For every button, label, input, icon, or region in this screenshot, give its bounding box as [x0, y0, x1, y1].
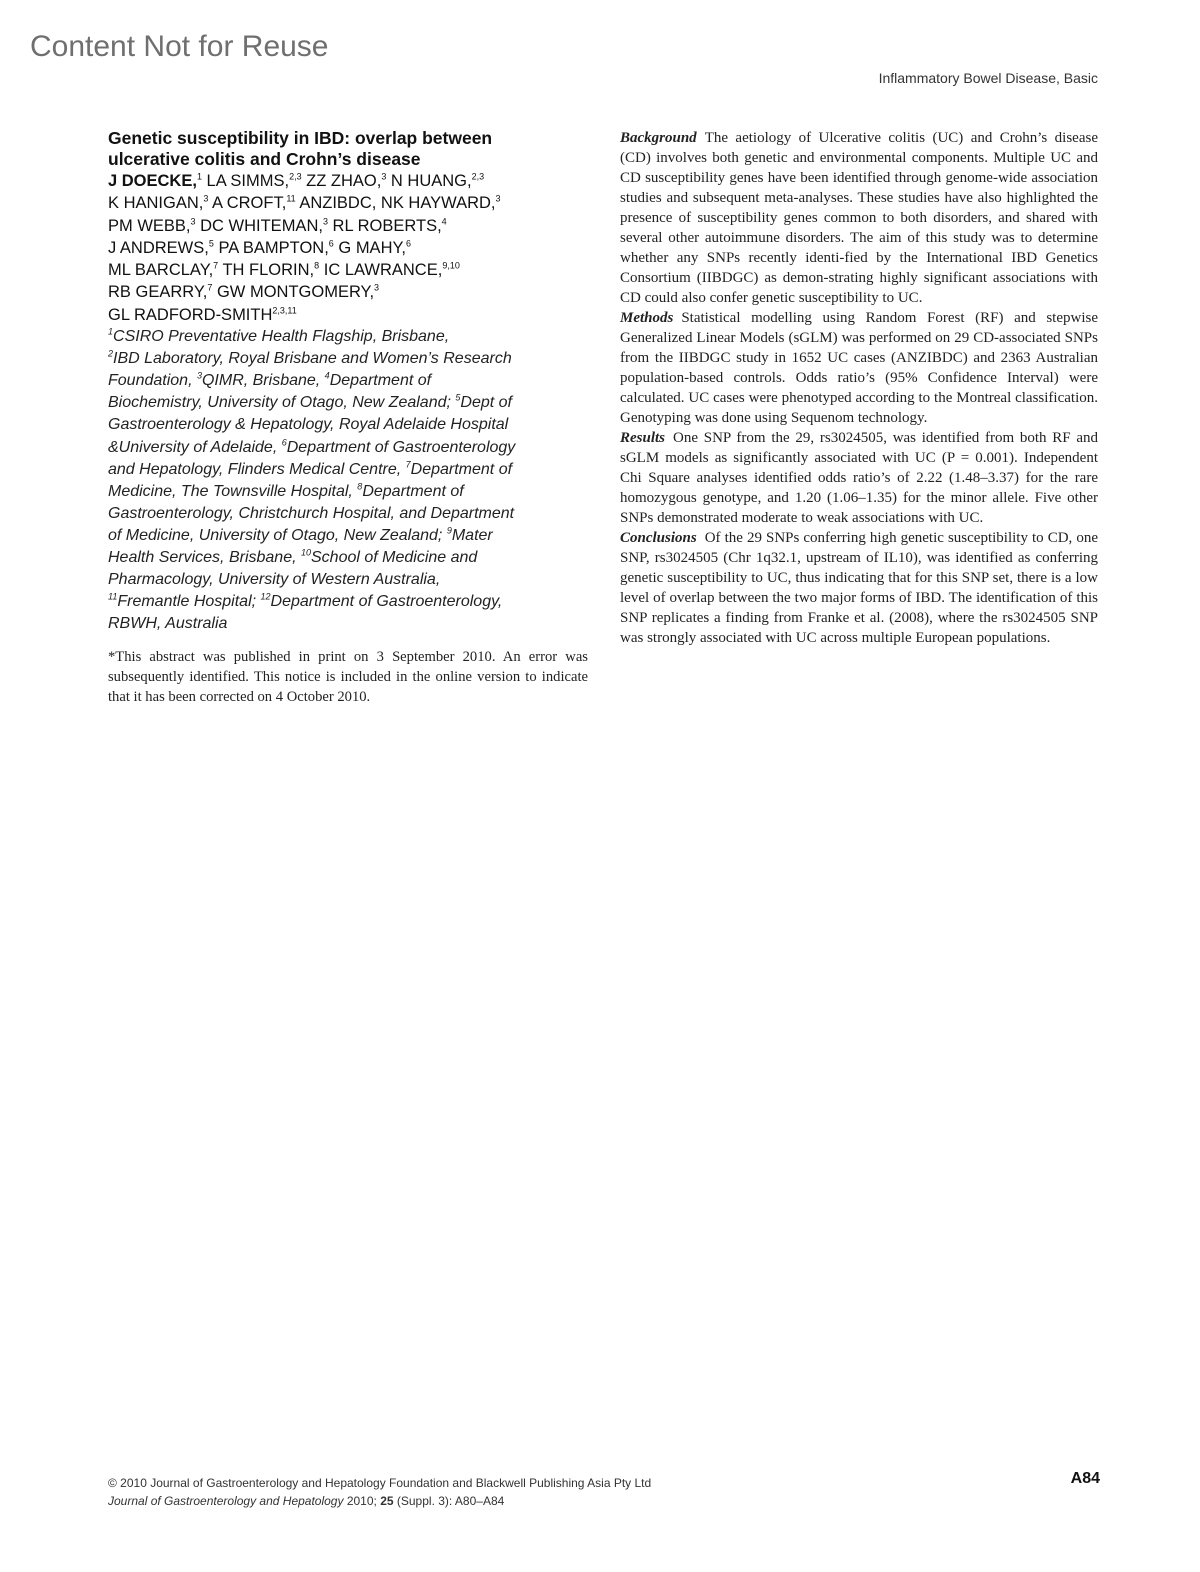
- affiliation-list: [108, 326, 588, 635]
- results-heading: Results: [620, 430, 666, 446]
- author-affiliation-marker: 7: [207, 282, 213, 293]
- affiliation-line: [108, 437, 588, 459]
- author-line: [108, 304, 588, 326]
- author-line: [108, 192, 588, 214]
- affiliation-text: Biochemistry, University of Otago, New Zealand;: [108, 394, 456, 412]
- affiliation-marker: 12: [260, 591, 271, 602]
- author-name: J DOECKE,: [108, 172, 197, 190]
- author-name: PA BAMPTON,: [213, 238, 329, 257]
- author-affiliation-marker: 3: [374, 282, 380, 293]
- citation-volume: 25: [380, 1494, 394, 1508]
- affiliation-text: Department of: [362, 482, 464, 500]
- affiliation-marker: 8: [357, 481, 363, 492]
- affiliation-text: QIMR, Brisbane,: [201, 372, 325, 390]
- affiliation-text: Department of Gastroenterology: [286, 438, 516, 456]
- affiliation-text: of Medicine, University of Otago, New Zealand;: [108, 526, 447, 544]
- conclusions-heading: Conclusions: [620, 530, 697, 546]
- author-name: IC LAWRANCE,: [319, 261, 443, 280]
- author-affiliation-marker: 6: [405, 238, 411, 249]
- author-name: TH FLORIN,: [218, 261, 315, 280]
- page-footer: [108, 1470, 1100, 1510]
- affiliation-text: CSIRO Preventative Health Flagship, Brisbane,: [113, 328, 450, 346]
- methods-heading: Methods: [620, 310, 674, 326]
- abstract-results: [620, 428, 1098, 528]
- affiliation-text: and Hepatology, Flinders Medical Centre,: [108, 460, 406, 478]
- author-affiliation-marker: 7: [213, 260, 219, 271]
- affiliation-line: [108, 613, 588, 635]
- affiliation-marker: 3: [196, 370, 202, 381]
- author-name: G MAHY,: [333, 238, 406, 257]
- abstract-conclusions: [620, 528, 1098, 648]
- author-line: [108, 259, 588, 281]
- article-title: [108, 128, 588, 170]
- affiliation-text: School of Medicine and: [311, 549, 478, 567]
- title-line-2: ulcerative colitis and Crohn’s disease: [108, 149, 421, 169]
- author-name: ZZ ZHAO,: [301, 172, 382, 190]
- abstract-background: [620, 128, 1098, 308]
- author-affiliation-marker: 3: [381, 171, 387, 182]
- author-affiliation-marker: 3: [495, 193, 501, 204]
- erratum-note: *This abstract was published in print on 3 September 2010. An error was subsequently identified. This notice is included in the online version to indicate that it has been corrected on 4 October 2010.: [108, 649, 588, 706]
- author-name: PM WEBB,: [108, 216, 191, 235]
- watermark-text: Content Not for Reuse: [30, 30, 329, 63]
- abstract-body: [620, 128, 1098, 648]
- author-name: J ANDREWS,: [108, 238, 209, 257]
- affiliation-text: Department of: [329, 372, 432, 390]
- author-name: DC WHITEMAN,: [195, 216, 323, 235]
- affiliation-line: [108, 591, 588, 613]
- title-line-1: Genetic susceptibility in IBD: overlap between: [108, 128, 493, 148]
- affiliation-line: [108, 525, 588, 547]
- author-line: [108, 237, 588, 259]
- abstract-methods: [620, 308, 1098, 428]
- citation-pages: (Suppl. 3): A80–A84: [393, 1494, 505, 1508]
- affiliation-text: RBWH, Australia: [108, 615, 228, 633]
- title-author-column: [108, 128, 588, 707]
- copyright-line: © 2010 Journal of Gastroenterology and Hepatology Foundation and Blackwell Publishing Asia Pty Ltd: [108, 1476, 652, 1490]
- affiliation-marker: 2: [108, 348, 114, 359]
- affiliation-line: [108, 326, 588, 348]
- author-affiliation-marker: 8: [314, 260, 320, 271]
- author-name: RL ROBERTS,: [327, 216, 442, 235]
- author-affiliation-marker: 2,3,11: [272, 305, 297, 316]
- author-name: ML BARCLAY,: [108, 261, 214, 280]
- background-heading: Background: [620, 130, 697, 146]
- author-list: [108, 170, 588, 326]
- author-affiliation-marker: 11: [286, 193, 296, 204]
- citation-line: [108, 1492, 1100, 1510]
- affiliation-text: Gastroenterology & Hepatology, Royal Adelaide Hospital: [108, 416, 509, 434]
- author-line: [108, 170, 588, 192]
- author-affiliation-marker: 3: [203, 193, 209, 204]
- affiliation-line: [108, 392, 588, 414]
- author-name: A CROFT,: [208, 194, 287, 213]
- affiliation-text: Department of Gastroenterology,: [270, 593, 503, 611]
- affiliation-marker: 11: [108, 591, 118, 602]
- affiliation-marker: 5: [455, 393, 461, 404]
- citation-year: 2010;: [343, 1494, 381, 1508]
- affiliation-line: [108, 569, 588, 591]
- author-name: N HUANG,: [386, 172, 472, 190]
- author-affiliation-marker: 3: [190, 216, 196, 227]
- author-affiliation-marker: 2,3: [471, 171, 485, 182]
- affiliation-line: [108, 370, 588, 392]
- background-text: The aetiology of Ulcerative colitis (UC) and Crohn’s disease (CD) involves both genetic and environmental components. Multiple UC and CD susceptibility genes have been identified through genome-wide association studies and subsequent meta-analyses. These studies have also highlighted the presence of susceptibility genes common to both disorders, and shared with several other autoimmune disorders. The aim of this study was to determine whether any SNPs recently identi-fied by the International IBD Genetics Consortium (IIBDGC) as demon-strating highly significant associations with CD could also confer genetic susceptibility to UC.: [620, 130, 1098, 306]
- affiliation-text: Fremantle Hospital;: [117, 593, 261, 611]
- author-affiliation-marker: 3: [322, 216, 328, 227]
- author-name: GL RADFORD-SMITH: [108, 305, 273, 324]
- author-affiliation-marker: 4: [441, 216, 447, 227]
- author-affiliation-marker: 1: [196, 171, 202, 182]
- affiliation-line: [108, 547, 588, 569]
- author-affiliation-marker: 2,3: [289, 171, 302, 182]
- author-name: LA SIMMS,: [201, 172, 290, 190]
- affiliation-text: Health Services, Brisbane,: [108, 549, 301, 567]
- affiliation-marker: 4: [324, 370, 330, 381]
- affiliation-marker: 6: [281, 437, 287, 448]
- affiliation-line: [108, 503, 588, 525]
- author-name: GW MONTGOMERY,: [212, 283, 375, 302]
- author-line: [108, 215, 588, 237]
- affiliation-text: Mater: [451, 526, 493, 544]
- affiliation-text: Medicine, The Townsville Hospital,: [108, 482, 358, 500]
- affiliation-text: Foundation,: [108, 372, 197, 390]
- affiliation-text: Dept of: [460, 394, 512, 412]
- conclusions-text: Of the 29 SNPs conferring high genetic susceptibility to CD, one SNP, rs3024505 (Chr 1q32.1, upstream of IL10), was identified as conferring genetic susceptibility to UC, thus indicating that for this SNP set, there is a low level of overlap between the two major forms of IBD. The identification of this SNP replicates a finding from Franke et al. (2008), where the rs3024505 SNP was strongly associated with UC across multiple European populations.: [620, 530, 1098, 646]
- author-name: ANZIBDC, NK HAYWARD,: [295, 194, 496, 213]
- author-name: K HANIGAN,: [108, 194, 204, 213]
- affiliation-line: [108, 414, 588, 436]
- affiliation-text: IBD Laboratory, Royal Brisbane and Women’s Research: [113, 350, 512, 368]
- author-affiliation-marker: 9,10: [442, 260, 460, 271]
- affiliation-marker: 10: [300, 547, 311, 558]
- affiliation-marker: 7: [405, 459, 411, 470]
- page-number: A84: [1070, 1470, 1100, 1487]
- journal-name: Journal of Gastroenterology and Hepatology: [108, 1494, 344, 1508]
- author-name: RB GEARRY,: [108, 283, 208, 302]
- affiliation-text: &University of Adelaide,: [108, 438, 282, 456]
- affiliation-marker: 1: [108, 326, 114, 337]
- author-line: [108, 281, 588, 303]
- affiliation-text: Department of: [410, 460, 513, 478]
- affiliation-marker: 9: [446, 525, 452, 536]
- affiliation-line: [108, 459, 588, 481]
- affiliation-line: [108, 481, 588, 503]
- affiliation-line: [108, 348, 588, 370]
- author-affiliation-marker: 6: [328, 238, 334, 249]
- results-text: One SNP from the 29, rs3024505, was identified from both RF and sGLM models as significantly associated with UC (P = 0.001). Independent Chi Square analyses identified odds ratio’s of 2.22 (1.48–3.37) for the rare homozygous genotype, and 1.20 (1.06–1.35) for the minor allele. Five other SNPs demonstrated moderate to weak associations with UC.: [620, 430, 1098, 526]
- methods-text: Statistical modelling using Random Forest (RF) and stepwise Generalized Linear Models (sGLM) was performed on 29 CD-associated SNPs from the IIBDGC study in 1652 UC cases (ANZIBDC) and 2363 Australian population-based controls. Odds ratio’s (95% Confidence Interval) were calculated. UC cases were phenotyped according to the Montreal classification. Genotyping was done using Sequenom technology.: [620, 310, 1098, 426]
- affiliation-text: Gastroenterology, Christchurch Hospital, and Department: [108, 504, 515, 522]
- running-head: Inflammatory Bowel Disease, Basic: [878, 70, 1098, 86]
- affiliation-text: Pharmacology, University of Western Australia,: [108, 571, 441, 589]
- author-affiliation-marker: 5: [208, 238, 214, 249]
